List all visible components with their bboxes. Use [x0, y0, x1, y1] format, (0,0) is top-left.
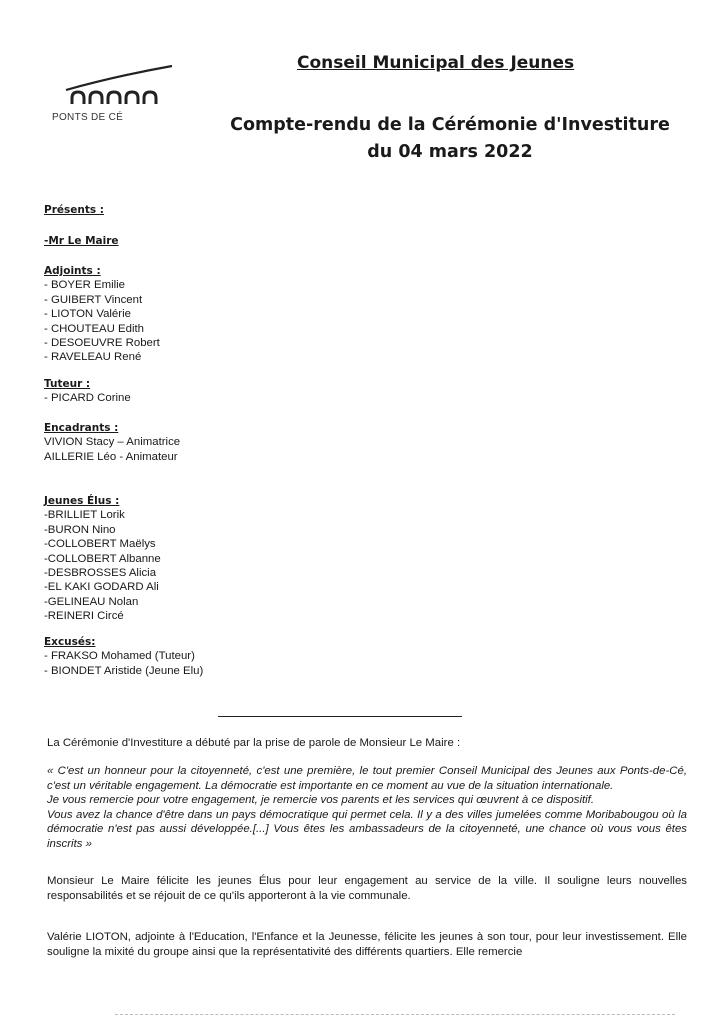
ponts-de-ce-logo	[46, 62, 176, 132]
intro-paragraph: La Cérémonie d'Investiture a débuté par la prise de parole de Monsieur Le Maire :	[47, 737, 461, 749]
jeunes-elus-heading: Jeunes Élus :	[44, 495, 120, 507]
list-item: - CHOUTEAU Edith	[44, 322, 145, 335]
adjoints-heading: Adjoints :	[44, 265, 101, 277]
list-item: - LIOTON Valérie	[44, 308, 131, 321]
encadrants-section	[44, 421, 180, 464]
list-item: -EL KAKI GODARD Ali	[44, 581, 159, 594]
footer-dashed-line	[115, 1014, 675, 1015]
list-item: - GUIBERT Vincent	[44, 293, 143, 306]
tuteur-section	[44, 377, 131, 406]
presents-heading: Présents :	[44, 204, 104, 216]
document-subtitle	[200, 112, 700, 166]
subtitle-line-1: Compte-rendu de la Cérémonie d'Investiture	[230, 115, 670, 135]
jeunes-elus-section	[44, 494, 161, 624]
adjoints-section	[44, 264, 160, 365]
excuses-section	[44, 635, 203, 678]
separator-line	[218, 716, 462, 717]
maire-section	[44, 234, 119, 248]
list-item: -BRILLIET Lorik	[44, 509, 125, 522]
excuses-heading: Excusés:	[44, 636, 96, 648]
encadrants-heading: Encadrants :	[44, 422, 119, 434]
list-item: -REINERI Circé	[44, 610, 124, 623]
logo-text: PONTS DE CÉ	[52, 112, 124, 123]
bridge-arches-icon	[46, 62, 176, 112]
quote-paragraph-1: « C'est un honneur pour la citoyenneté, c'est une première, le tout premier Conseil Municipal des Jeunes aux Ponts-de-Cé, c'est un véritable engagement. La démocratie est importante en ce moment au vue de la situation internationale.	[47, 765, 687, 792]
list-item: -DESBROSSES Alicia	[44, 567, 157, 580]
maire-paragraph: Monsieur Le Maire félicite les jeunes Élus pour leur engagement au service de la ville. Il souligne leurs nouvelles responsabilités et se réjouit de ce qu'ils apporteront à la vie communale.	[47, 875, 687, 902]
maire-heading: -Mr Le Maire	[44, 235, 119, 247]
document-title: Conseil Municipal des Jeunes	[297, 53, 575, 73]
list-item: - BIONDET Aristide (Jeune Elu)	[44, 664, 204, 677]
list-item: - BOYER Emilie	[44, 279, 126, 292]
list-item: -GELINEAU Nolan	[44, 595, 139, 608]
lioton-paragraph: Valérie LIOTON, adjointe à l'Education, l'Enfance et la Jeunesse, félicite les jeunes à son tour, pour leur investissement. Elle souligne la mixité du groupe ainsi que la représentativité des différents quartiers. Elle remercie	[47, 931, 687, 958]
list-item: - DESOEUVRE Robert	[44, 337, 160, 350]
list-item: AILLERIE Léo - Animateur	[44, 450, 178, 463]
maire-quote	[47, 764, 687, 852]
list-item: - PICARD Corine	[44, 392, 131, 405]
presents-section	[44, 203, 104, 217]
quote-paragraph-3: Vous avez la chance d'être dans un pays démocratique qui permet cela. Il y a des villes jumelées comme Moribabougou où la démocratie n'est pas aussi développée.[...] Vous êtes les ambassadeurs de la citoyenneté, une chance où vous vous êtes inscrits »	[47, 808, 687, 850]
list-item: VIVION Stacy – Animatrice	[44, 436, 181, 449]
quote-paragraph-2: Je vous remercie pour votre engagement, je remercie vos parents et les services qui œuvrent à ce dispositif.	[47, 794, 594, 807]
subtitle-line-2: du 04 mars 2022	[367, 142, 533, 162]
list-item: - FRAKSO Mohamed (Tuteur)	[44, 650, 195, 663]
tuteur-heading: Tuteur :	[44, 378, 91, 390]
list-item: -COLLOBERT Maëlys	[44, 538, 156, 551]
list-item: - RAVELEAU René	[44, 351, 142, 364]
list-item: -COLLOBERT Albanne	[44, 552, 161, 565]
list-item: -BURON Nino	[44, 523, 116, 536]
